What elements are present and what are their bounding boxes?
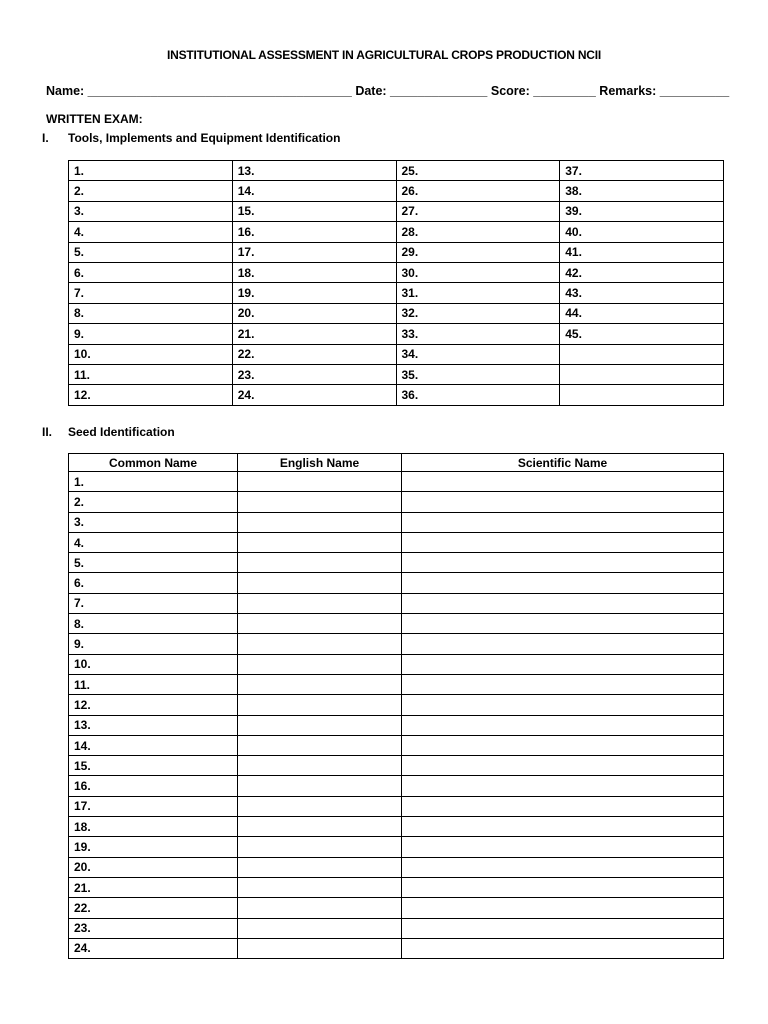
common-name-cell[interactable]: 16. bbox=[69, 776, 238, 796]
table-row bbox=[69, 877, 724, 897]
answer-cell[interactable]: 45. bbox=[560, 324, 724, 344]
table-row bbox=[69, 532, 724, 552]
table-row bbox=[69, 283, 724, 303]
scientific-name-cell[interactable] bbox=[402, 715, 724, 735]
column-header-scientific-name: Scientific Name bbox=[402, 454, 724, 472]
scientific-name-cell[interactable] bbox=[402, 877, 724, 897]
table-row bbox=[69, 344, 724, 364]
answer-cell[interactable]: 9. bbox=[69, 324, 233, 344]
answer-cell[interactable] bbox=[560, 364, 724, 384]
scientific-name-cell[interactable] bbox=[402, 837, 724, 857]
answer-cell[interactable]: 12. bbox=[69, 385, 233, 405]
scientific-name-cell[interactable] bbox=[402, 573, 724, 593]
common-name-cell[interactable]: 20. bbox=[69, 857, 238, 877]
english-name-cell[interactable] bbox=[238, 553, 402, 573]
common-name-cell[interactable]: 11. bbox=[69, 674, 238, 694]
english-name-cell[interactable] bbox=[238, 857, 402, 877]
answer-cell[interactable]: 43. bbox=[560, 283, 724, 303]
common-name-cell[interactable]: 5. bbox=[69, 553, 238, 573]
answer-cell[interactable]: 5. bbox=[69, 242, 233, 262]
answer-cell[interactable]: 42. bbox=[560, 262, 724, 282]
scientific-name-cell[interactable] bbox=[402, 776, 724, 796]
scientific-name-cell[interactable] bbox=[402, 918, 724, 938]
table-row bbox=[69, 756, 724, 776]
common-name-cell[interactable]: 2. bbox=[69, 492, 238, 512]
section-1-title: Tools, Implements and Equipment Identification bbox=[68, 131, 341, 145]
table-row bbox=[69, 262, 724, 282]
scientific-name-cell[interactable] bbox=[402, 512, 724, 532]
answer-cell[interactable]: 38. bbox=[560, 181, 724, 201]
scientific-name-cell[interactable] bbox=[402, 756, 724, 776]
common-name-cell[interactable]: 9. bbox=[69, 634, 238, 654]
name-field[interactable]: Name: ______________________________________ bbox=[46, 84, 352, 98]
column-header-common-name: Common Name bbox=[69, 454, 238, 472]
common-name-cell[interactable]: 6. bbox=[69, 573, 238, 593]
section-1-heading bbox=[42, 131, 340, 145]
document-title: INSTITUTIONAL ASSESSMENT IN AGRICULTURAL CROPS PRODUCTION NCII bbox=[166, 48, 602, 62]
table-row bbox=[69, 776, 724, 796]
english-name-cell[interactable] bbox=[238, 756, 402, 776]
english-name-cell[interactable] bbox=[238, 715, 402, 735]
english-name-cell[interactable] bbox=[238, 898, 402, 918]
answer-cell[interactable]: 34. bbox=[396, 344, 560, 364]
scientific-name-cell[interactable] bbox=[402, 634, 724, 654]
english-name-cell[interactable] bbox=[238, 614, 402, 634]
answer-cell[interactable]: 10. bbox=[69, 344, 233, 364]
english-name-cell[interactable] bbox=[238, 654, 402, 674]
answer-cell[interactable]: 4. bbox=[69, 222, 233, 242]
table-row bbox=[69, 654, 724, 674]
common-name-cell[interactable]: 24. bbox=[69, 938, 238, 958]
english-name-cell[interactable] bbox=[238, 817, 402, 837]
scientific-name-cell[interactable] bbox=[402, 472, 724, 492]
common-name-cell[interactable]: 21. bbox=[69, 877, 238, 897]
english-name-cell[interactable] bbox=[238, 532, 402, 552]
scientific-name-cell[interactable] bbox=[402, 817, 724, 837]
section-1-numeral: I. bbox=[42, 131, 49, 145]
table-row bbox=[69, 512, 724, 532]
answer-cell[interactable]: 41. bbox=[560, 242, 724, 262]
table-row bbox=[69, 553, 724, 573]
common-name-cell[interactable]: 1. bbox=[69, 472, 238, 492]
table-row bbox=[69, 938, 724, 958]
answer-cell[interactable]: 22. bbox=[232, 344, 396, 364]
common-name-cell[interactable]: 18. bbox=[69, 817, 238, 837]
table-row bbox=[69, 181, 724, 201]
score-field[interactable]: Score: _________ bbox=[487, 84, 596, 98]
answer-cell[interactable]: 37. bbox=[560, 161, 724, 181]
table-row bbox=[69, 222, 724, 242]
answer-cell[interactable]: 17. bbox=[232, 242, 396, 262]
answer-cell[interactable]: 18. bbox=[232, 262, 396, 282]
english-name-cell[interactable] bbox=[238, 674, 402, 694]
table-row bbox=[69, 614, 724, 634]
answer-cell[interactable]: 19. bbox=[232, 283, 396, 303]
english-name-cell[interactable] bbox=[238, 573, 402, 593]
answer-cell[interactable]: 28. bbox=[396, 222, 560, 242]
table-row bbox=[69, 695, 724, 715]
common-name-cell[interactable]: 3. bbox=[69, 512, 238, 532]
common-name-cell[interactable]: 22. bbox=[69, 898, 238, 918]
english-name-cell[interactable] bbox=[238, 776, 402, 796]
table-row bbox=[69, 817, 724, 837]
table-row bbox=[69, 492, 724, 512]
scientific-name-cell[interactable] bbox=[402, 532, 724, 552]
answer-cell[interactable] bbox=[560, 385, 724, 405]
table-row bbox=[69, 715, 724, 735]
table-row bbox=[69, 837, 724, 857]
answer-cell[interactable]: 29. bbox=[396, 242, 560, 262]
answer-cell[interactable]: 21. bbox=[232, 324, 396, 344]
answer-cell[interactable]: 7. bbox=[69, 283, 233, 303]
scientific-name-cell[interactable] bbox=[402, 938, 724, 958]
scientific-name-cell[interactable] bbox=[402, 898, 724, 918]
answer-cell[interactable]: 33. bbox=[396, 324, 560, 344]
table-row bbox=[69, 201, 724, 221]
seed-table-header-row bbox=[69, 454, 724, 472]
table-row bbox=[69, 242, 724, 262]
answer-cell[interactable]: 11. bbox=[69, 364, 233, 384]
written-exam-label: WRITTEN EXAM: bbox=[46, 112, 143, 126]
answer-cell[interactable]: 44. bbox=[560, 303, 724, 323]
tools-identification-table bbox=[68, 160, 724, 406]
answer-cell[interactable]: 26. bbox=[396, 181, 560, 201]
table-row bbox=[69, 898, 724, 918]
scientific-name-cell[interactable] bbox=[402, 735, 724, 755]
answer-cell[interactable]: 1. bbox=[69, 161, 233, 181]
table-row bbox=[69, 918, 724, 938]
answer-cell[interactable]: 16. bbox=[232, 222, 396, 242]
common-name-cell[interactable]: 7. bbox=[69, 593, 238, 613]
answer-cell[interactable]: 31. bbox=[396, 283, 560, 303]
scientific-name-cell[interactable] bbox=[402, 593, 724, 613]
common-name-cell[interactable]: 4. bbox=[69, 532, 238, 552]
section-2-title: Seed Identification bbox=[68, 425, 175, 439]
answer-cell[interactable]: 27. bbox=[396, 201, 560, 221]
answer-cell[interactable]: 15. bbox=[232, 201, 396, 221]
english-name-cell[interactable] bbox=[238, 796, 402, 816]
answer-cell[interactable]: 36. bbox=[396, 385, 560, 405]
student-info-line bbox=[46, 84, 730, 98]
common-name-cell[interactable]: 17. bbox=[69, 796, 238, 816]
english-name-cell[interactable] bbox=[238, 512, 402, 532]
answer-cell[interactable]: 32. bbox=[396, 303, 560, 323]
answer-cell[interactable]: 14. bbox=[232, 181, 396, 201]
table-row bbox=[69, 161, 724, 181]
english-name-cell[interactable] bbox=[238, 472, 402, 492]
answer-cell[interactable]: 20. bbox=[232, 303, 396, 323]
seed-identification-table bbox=[68, 453, 724, 959]
answer-cell[interactable]: 35. bbox=[396, 364, 560, 384]
english-name-cell[interactable] bbox=[238, 735, 402, 755]
table-row bbox=[69, 857, 724, 877]
remarks-field[interactable]: Remarks: __________ bbox=[595, 84, 730, 98]
scientific-name-cell[interactable] bbox=[402, 695, 724, 715]
table-row bbox=[69, 593, 724, 613]
section-2-heading bbox=[42, 425, 175, 439]
section-2-numeral: II. bbox=[42, 425, 53, 439]
table-row bbox=[69, 735, 724, 755]
answer-cell[interactable]: 40. bbox=[560, 222, 724, 242]
answer-cell[interactable]: 3. bbox=[69, 201, 233, 221]
scientific-name-cell[interactable] bbox=[402, 553, 724, 573]
answer-cell[interactable]: 8. bbox=[69, 303, 233, 323]
scientific-name-cell[interactable] bbox=[402, 796, 724, 816]
table-row bbox=[69, 674, 724, 694]
common-name-cell[interactable]: 12. bbox=[69, 695, 238, 715]
answer-cell[interactable]: 6. bbox=[69, 262, 233, 282]
answer-cell[interactable]: 24. bbox=[232, 385, 396, 405]
common-name-cell[interactable]: 19. bbox=[69, 837, 238, 857]
table-row bbox=[69, 472, 724, 492]
date-field[interactable]: Date: ______________ bbox=[351, 84, 488, 98]
english-name-cell[interactable] bbox=[238, 938, 402, 958]
answer-cell[interactable]: 2. bbox=[69, 181, 233, 201]
table-row bbox=[69, 364, 724, 384]
answer-cell[interactable]: 23. bbox=[232, 364, 396, 384]
table-row bbox=[69, 796, 724, 816]
common-name-cell[interactable]: 13. bbox=[69, 715, 238, 735]
table-row bbox=[69, 324, 724, 344]
scientific-name-cell[interactable] bbox=[402, 674, 724, 694]
scientific-name-cell[interactable] bbox=[402, 614, 724, 634]
english-name-cell[interactable] bbox=[238, 593, 402, 613]
answer-cell[interactable]: 30. bbox=[396, 262, 560, 282]
scientific-name-cell[interactable] bbox=[402, 492, 724, 512]
common-name-cell[interactable]: 8. bbox=[69, 614, 238, 634]
common-name-cell[interactable]: 10. bbox=[69, 654, 238, 674]
english-name-cell[interactable] bbox=[238, 492, 402, 512]
common-name-cell[interactable]: 23. bbox=[69, 918, 238, 938]
scientific-name-cell[interactable] bbox=[402, 857, 724, 877]
table-row bbox=[69, 385, 724, 405]
column-header-english-name: English Name bbox=[238, 454, 402, 472]
english-name-cell[interactable] bbox=[238, 634, 402, 654]
answer-cell[interactable]: 39. bbox=[560, 201, 724, 221]
english-name-cell[interactable] bbox=[238, 837, 402, 857]
answer-cell[interactable] bbox=[560, 344, 724, 364]
scientific-name-cell[interactable] bbox=[402, 654, 724, 674]
table-row bbox=[69, 573, 724, 593]
table-row bbox=[69, 634, 724, 654]
english-name-cell[interactable] bbox=[238, 918, 402, 938]
answer-cell[interactable]: 25. bbox=[396, 161, 560, 181]
english-name-cell[interactable] bbox=[238, 695, 402, 715]
table-row bbox=[69, 303, 724, 323]
answer-cell[interactable]: 13. bbox=[232, 161, 396, 181]
english-name-cell[interactable] bbox=[238, 877, 402, 897]
common-name-cell[interactable]: 15. bbox=[69, 756, 238, 776]
common-name-cell[interactable]: 14. bbox=[69, 735, 238, 755]
